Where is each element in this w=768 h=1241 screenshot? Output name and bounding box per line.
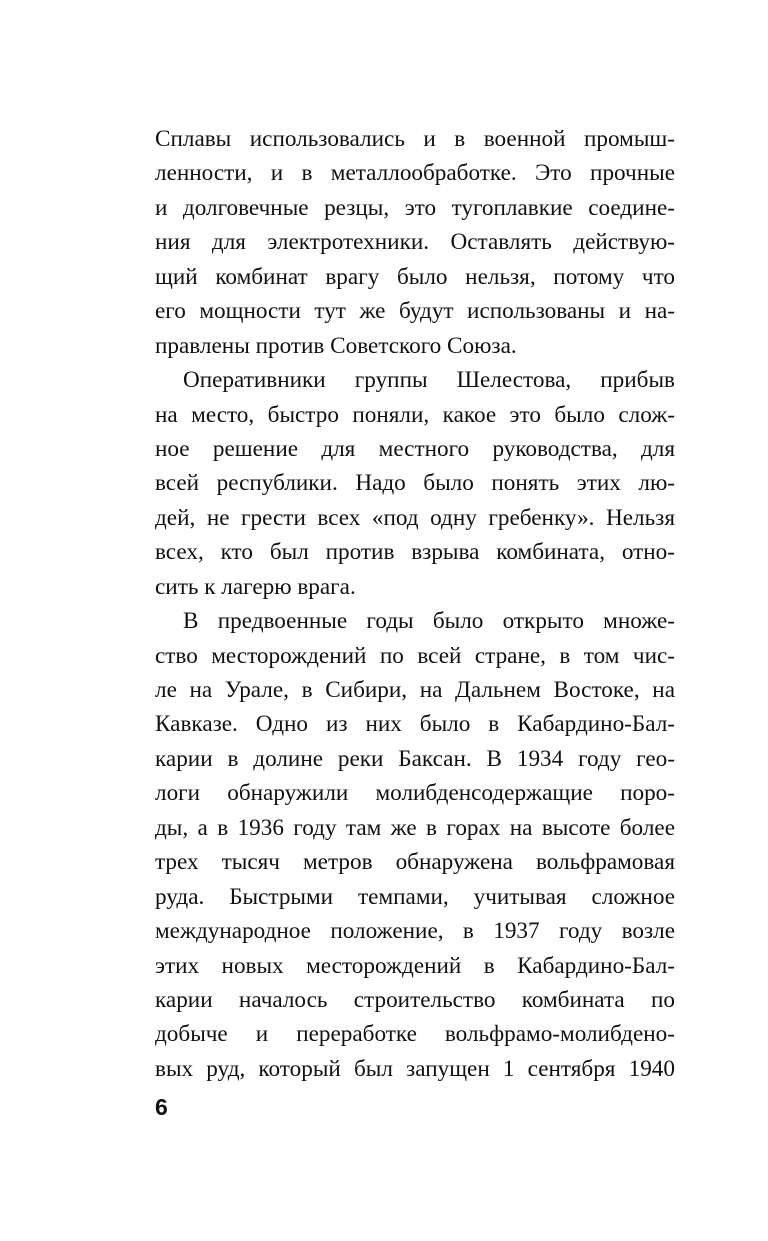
text-line: карии в долине реки Баксан. В 1934 году гео-	[155, 745, 675, 772]
text-line: сить к лагерю врага.	[155, 573, 356, 600]
text-line: правлены против Советского Союза.	[155, 332, 517, 359]
text-line: трех тысяч метров обнаружена вольфрамовая	[155, 849, 675, 876]
body-text	[155, 122, 675, 1086]
text-line: международное положение, в 1937 году возле	[155, 918, 675, 945]
text-line: его мощности тут же будут использованы и на-	[155, 298, 675, 325]
text-line: ное решение для местного руководства, для	[155, 435, 675, 462]
text-line: этих новых месторождений в Кабардино-Бал-	[155, 952, 675, 979]
text-line: на место, быстро поняли, какое это было слож-	[155, 401, 675, 428]
text-line: вых руд, который был запущен 1 сентября 1940	[155, 1055, 675, 1082]
text-line: логи обнаружили молибденсодержащие поро-	[155, 780, 675, 807]
paragraph	[155, 122, 675, 363]
paragraph	[155, 363, 675, 604]
text-line: щий комбинат врагу было нельзя, потому что	[155, 263, 675, 290]
page-number: 6	[155, 1094, 168, 1120]
paragraph	[155, 604, 675, 1086]
text-line: всей республики. Надо было понять этих лю-	[155, 470, 675, 497]
text-line: ленности, и в металлообработке. Это прочные	[155, 160, 675, 187]
text-line: Оперативники группы Шелестова, прибыв	[183, 367, 675, 394]
text-line: Сплавы использовались и в военной промыш-	[155, 126, 675, 152]
text-line: всех, кто был против взрыва комбината, отно-	[155, 539, 675, 566]
text-line: дей, не грести всех «под одну гребенку». Нельзя	[155, 504, 675, 531]
text-line: Кавказе. Одно из них было в Кабардино-Бал-	[155, 711, 675, 738]
text-line: В предвоенные годы было открыто множе-	[183, 608, 675, 635]
text-line: карии началось строительство комбината по	[155, 986, 675, 1013]
text-line: и долговечные резцы, это тугоплавкие соедине-	[155, 194, 675, 221]
text-line: ды, а в 1936 году там же в горах на высоте более	[155, 814, 675, 841]
text-line: добыче и переработке вольфрамо-молибдено-	[155, 1021, 675, 1048]
text-line: руда. Быстрыми темпами, учитывая сложное	[155, 883, 675, 910]
text-line: ния для электротехники. Оставлять действую-	[155, 229, 675, 256]
text-line: ство месторождений по всей стране, в том чис-	[155, 642, 675, 669]
text-line: ле на Урале, в Сибири, на Дальнем Востоке, на	[155, 677, 675, 703]
